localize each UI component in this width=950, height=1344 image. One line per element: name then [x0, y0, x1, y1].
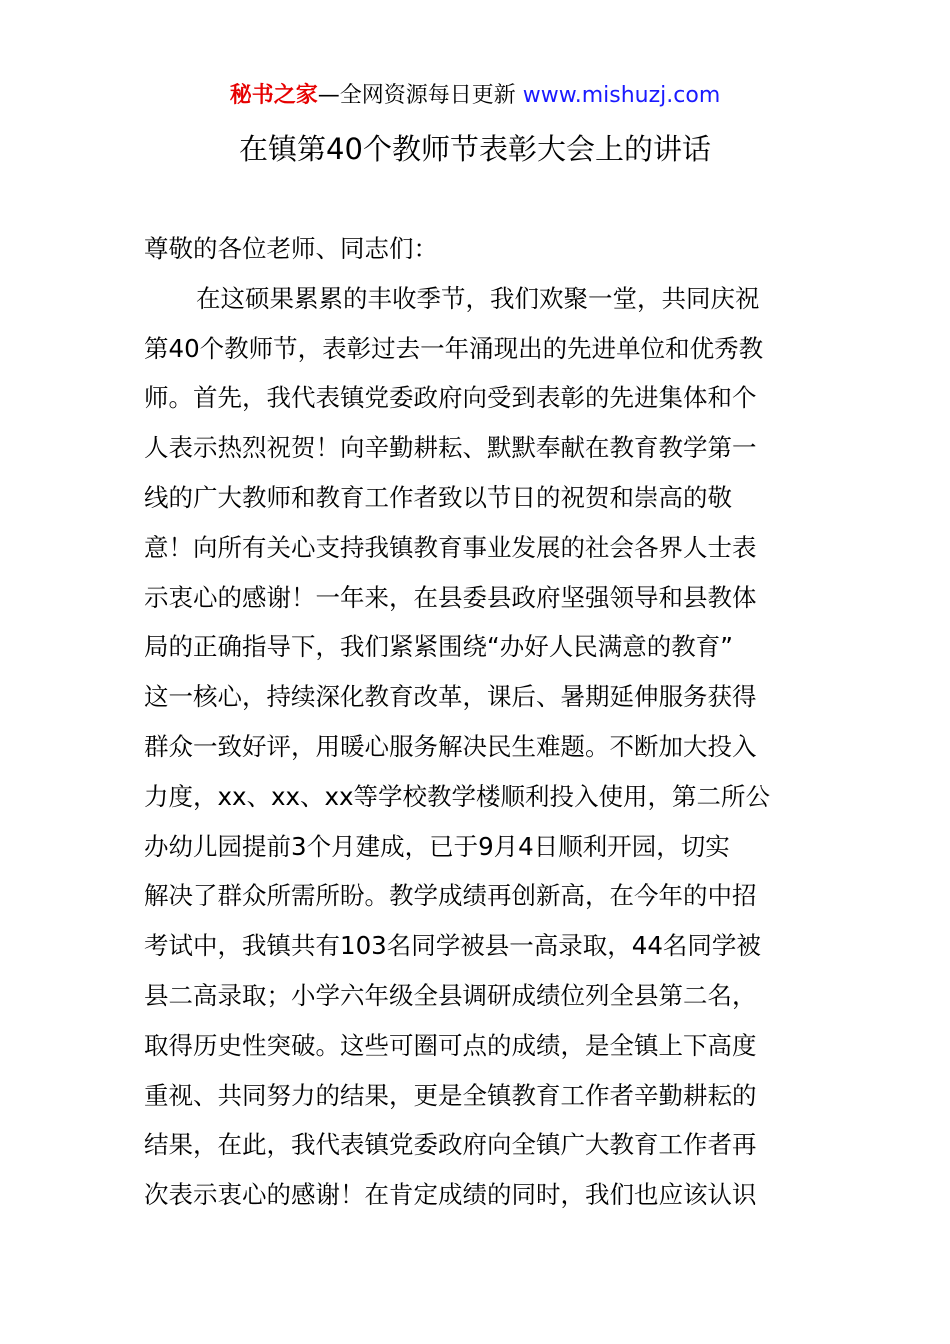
paragraph-line: 次表示衷心的感谢！在肯定成绩的同时，我们也应该认识 [144, 1180, 757, 1210]
paragraph-line: 县二高录取；小学六年级全县调研成绩位列全县第二名， [144, 980, 757, 1010]
document-body [144, 224, 808, 1220]
paragraph-line: 意！向所有关心支持我镇教育事业发展的社会各界人士表 [144, 532, 757, 562]
site-url-link[interactable]: www.mishuzj.com [522, 83, 721, 108]
paragraph-line: 局的正确指导下，我们紧紧围绕“办好人民满意的教育” [144, 632, 733, 662]
paragraph-line: 办幼儿园提前3个月建成，已于9月4日顺利开园，切实 [144, 831, 730, 861]
paragraph-line: 力度，xx、xx、xx等学校教学楼顺利投入使用，第二所公 [144, 781, 770, 811]
paragraph-line: 在这硕果累累的丰收季节，我们欢聚一堂，共同庆祝 [196, 283, 760, 313]
site-header [0, 80, 950, 112]
salutation: 尊敬的各位老师、同志们： [144, 234, 438, 263]
paragraph-line: 解决了群众所需所盼。教学成绩再创新高，在今年的中招 [144, 881, 757, 911]
site-brand: 秘书之家 [229, 83, 318, 108]
site-tagline: —全网资源每日更新 [317, 83, 523, 108]
paragraph-line: 示衷心的感谢！一年来，在县委县政府坚强领导和县教体 [144, 582, 757, 612]
document-title: 在镇第40个教师节表彰大会上的讲话 [239, 132, 711, 166]
paragraph-line: 这一核心，持续深化教育改革，课后、暑期延伸服务获得 [144, 682, 757, 712]
paragraph-line: 结果，在此，我代表镇党委政府向全镇广大教育工作者再 [144, 1130, 757, 1160]
paragraph-line: 群众一致好评，用暖心服务解决民生难题。不断加大投入 [144, 731, 757, 761]
paragraph-line: 师。首先，我代表镇党委政府向受到表彰的先进集体和个 [144, 383, 757, 413]
paragraph-line: 人表示热烈祝贺！向辛勤耕耘、默默奉献在教育教学第一 [144, 433, 757, 463]
paragraph-line: 重视、共同努力的结果，更是全镇教育工作者辛勤耕耘的 [144, 1080, 757, 1110]
paragraph-line: 第40个教师节，表彰过去一年涌现出的先进单位和优秀教 [144, 333, 764, 363]
paragraph-line: 线的广大教师和教育工作者致以节日的祝贺和崇高的敬 [144, 482, 732, 512]
paragraph-line: 取得历史性突破。这些可圈可点的成绩，是全镇上下高度 [144, 1030, 757, 1060]
paragraph-line: 考试中，我镇共有103名同学被县一高录取，44名同学被 [144, 931, 761, 961]
